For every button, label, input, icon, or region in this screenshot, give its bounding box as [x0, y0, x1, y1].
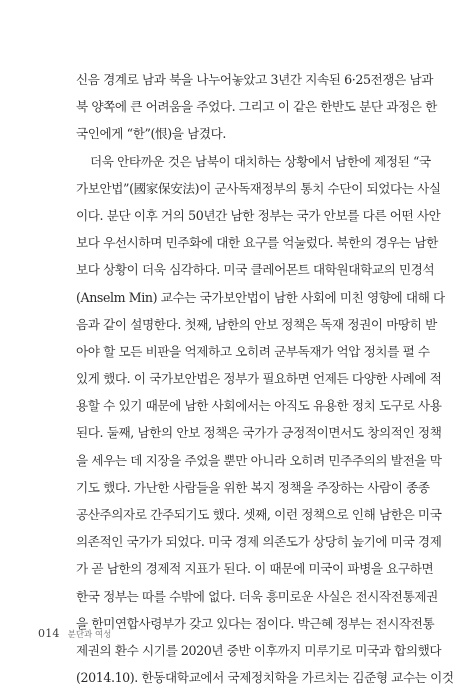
- page-number: 014: [38, 627, 60, 640]
- body-text: [76, 66, 454, 691]
- text-line: 제권의 환수 시기를 2020년 중반 이후까지 미루기로 미국과 합의했다: [76, 642, 442, 658]
- text-line: 을 한미연합사령부가 갖고 있다는 점이다. 박근혜 정부는 전시작전통: [76, 615, 435, 631]
- running-title: 분단과 여성: [67, 630, 112, 640]
- page-footer: [38, 627, 111, 640]
- text-line: 가 곧 남한의 경제적 지표가 된다. 이 때문에 미국이 파병을 요구하면: [76, 561, 434, 577]
- text-line: 용할 수 있기 때문에 남한 사회에서는 아직도 유용한 정치 도구로 사용: [76, 398, 442, 414]
- text-line: 공산주의자로 간주되기도 했다. 셋째, 이런 정책으로 인해 남한은 미국: [76, 507, 442, 522]
- text-line: 국인에게 “한”(恨)을 남겼다.: [76, 126, 226, 142]
- text-line: 북 양쪽에 큰 어려움을 주었다. 그리고 이 같은 한반도 분단 과정은 한: [76, 99, 437, 115]
- text-line: 신음 경계로 남과 북을 나누어놓았고 3년간 지속된 6·25전쟁은 남과: [76, 72, 434, 87]
- text-line: 더욱 안타까운 것은 남북이 대치하는 상황에서 남한에 제정된 “국: [90, 153, 431, 169]
- text-line: (2014.10). 한동대학교에서 국제정치학을 가르치는 김준형 교수는 이것: [76, 670, 454, 686]
- text-line: 보다 우선시하며 민주화에 대한 요구를 억눌렀다. 북한의 경우는 남한: [76, 235, 438, 251]
- text-line: 한국 정부는 따를 수밖에 없다. 더욱 흥미로운 사실은 전시작전통제권: [76, 588, 438, 604]
- text-line: 보다 상황이 더욱 심각하다. 미국 클레어몬트 대학원대학교의 민경석: [76, 262, 435, 278]
- text-line: (Anselm Min) 교수는 국가보안법이 남한 사회에 미친 영향에 대해 다: [76, 289, 445, 305]
- text-line: 있게 했다. 이 국가보안법은 정부가 필요하면 언제든 다양한 사례에 적: [76, 371, 442, 387]
- text-line: 아야 할 모든 비판을 억제하고 오히려 군부독재가 억압 정치를 펼 수: [76, 343, 430, 359]
- text-line: 음과 같이 설명한다. 첫째, 남한의 안보 정책은 독재 정권이 마땅히 받: [76, 316, 437, 332]
- text-line: 된다. 둘째, 남한의 안보 정책은 국가가 긍정적이면서도 창의적인 정책: [76, 425, 442, 441]
- text-line: 가보안법”(國家保安法)이 군사독재정부의 통치 수단이 되었다는 사실: [76, 180, 441, 196]
- text-line: 기도 했다. 가난한 사람들을 위한 복지 정책을 주장하는 사람이 종종: [76, 479, 430, 495]
- text-line: 을 세우는 데 지장을 주었을 뿐만 아니라 오히려 민주주의의 발전을 막: [76, 452, 442, 468]
- text-line: 의존적인 국가가 되었다. 미국 경제 의존도가 상당히 높기에 미국 경제: [76, 534, 442, 550]
- text-line: 이다. 분단 이후 거의 50년간 남한 정부는 국가 안보를 다른 어떤 사안: [76, 207, 441, 223]
